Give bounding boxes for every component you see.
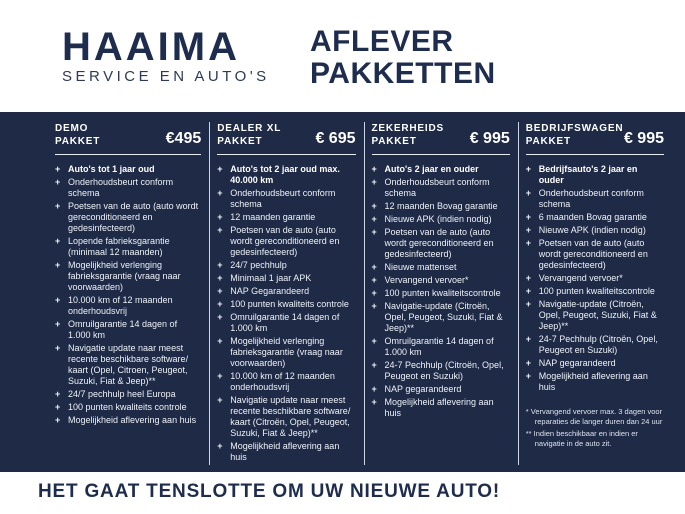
list-item-text: Mogelijkheid aflevering aan huis <box>538 371 648 392</box>
package-feature-list <box>217 164 355 463</box>
plus-bullet-icon: + <box>525 286 532 296</box>
plus-bullet-icon: + <box>371 177 377 187</box>
list-item-text: 6 maanden Bovag garantie <box>538 212 647 222</box>
plus-bullet-icon: + <box>217 212 223 222</box>
plus-bullet-icon: + <box>371 360 377 370</box>
plus-bullet-icon: + <box>217 164 223 174</box>
plus-bullet-icon: + <box>525 212 532 222</box>
list-item <box>526 358 664 369</box>
list-item-text: Vervangend vervoer* <box>384 275 469 285</box>
package-feature-list <box>55 164 201 426</box>
list-item <box>217 441 355 463</box>
package-price: € 695 <box>315 130 356 147</box>
plus-bullet-icon: + <box>55 260 61 270</box>
list-item-text: 100 punten kwaliteitscontrole <box>538 286 655 296</box>
plus-bullet-icon: + <box>525 164 532 174</box>
page-title-line2: PAKKETTEN <box>310 57 496 90</box>
list-item-text: 10.000 km of 12 maanden onderhoudsvrij <box>68 295 173 316</box>
plus-bullet-icon: + <box>55 319 61 329</box>
package-price: €495 <box>165 130 202 147</box>
package-name-line1: DEMO <box>55 123 89 134</box>
plus-bullet-icon: + <box>371 262 377 272</box>
plus-bullet-icon: + <box>371 397 377 407</box>
package-feature-list <box>372 164 510 419</box>
plus-bullet-icon: + <box>217 371 223 381</box>
list-item <box>372 288 510 299</box>
list-item-text: Omruilgarantie 14 dagen of 1.000 km <box>384 336 494 357</box>
list-item <box>372 301 510 334</box>
list-item-text: 12 maanden garantie <box>230 212 316 222</box>
packages-panel <box>0 112 685 472</box>
package-price: € 995 <box>469 130 510 147</box>
list-item <box>217 299 355 310</box>
list-item-text: Auto's 2 jaar en ouder <box>384 164 479 174</box>
plus-bullet-icon: + <box>55 177 61 187</box>
list-item <box>372 214 510 225</box>
plus-bullet-icon: + <box>525 273 532 283</box>
package-header <box>55 122 201 154</box>
list-item-text: Onderhoudsbeurt conform schema <box>384 177 490 198</box>
list-item-text: 100 punten kwaliteitscontrole <box>384 288 501 298</box>
package-column-1 <box>55 122 209 465</box>
plus-bullet-icon: + <box>371 288 377 298</box>
package-header <box>217 122 355 154</box>
list-item <box>372 227 510 260</box>
package-name-line2: PAKKET <box>525 136 571 147</box>
package-header <box>372 122 510 154</box>
list-item-text: Mogelijkheid aflevering aan huis <box>68 415 197 425</box>
package-name <box>55 122 100 148</box>
plus-bullet-icon: + <box>371 275 377 285</box>
list-item-text: Onderhoudsbeurt conform schema <box>538 188 644 209</box>
list-item <box>217 371 355 393</box>
list-item <box>372 164 510 175</box>
list-item <box>55 260 201 293</box>
package-column-4 <box>518 122 672 465</box>
list-item <box>217 212 355 223</box>
plus-bullet-icon: + <box>55 201 61 211</box>
plus-bullet-icon: + <box>217 336 223 346</box>
plus-bullet-icon: + <box>371 214 377 224</box>
package-name <box>217 122 281 148</box>
list-item-text: 10.000 km of 12 maanden onderhoudsvrij <box>230 371 335 392</box>
list-item-text: Navigatie update naar meest recente beschikbare software/ kaart (Opel, Citroen, Peugeot, Suzuki, Fiat & Jeep)** <box>68 343 189 386</box>
list-item <box>55 319 201 341</box>
list-item-text: Mogelijkheid aflevering aan huis <box>384 397 494 418</box>
plus-bullet-icon: + <box>371 301 377 311</box>
footnote-text: * Vervangend vervoer max. 3 dagen voor reparaties die langer duren dan 24 uur <box>525 407 663 426</box>
plus-bullet-icon: + <box>371 384 377 394</box>
list-item-text: Mogelijkheid verlenging fabrieksgarantie (vraag naar voorwaarden) <box>68 260 181 292</box>
list-item <box>372 360 510 382</box>
list-item-text: 12 maanden Bovag garantie <box>384 201 498 211</box>
list-item-text: Navigatie-update (Citroën, Opel, Peugeot, Suzuki, Fiat & Jeep)** <box>538 299 657 331</box>
plus-bullet-icon: + <box>525 358 532 368</box>
list-item-text: Omruilgarantie 14 dagen of 1.000 km <box>230 312 340 333</box>
list-item <box>217 260 355 271</box>
footnotes <box>526 407 664 449</box>
list-item <box>55 415 201 426</box>
list-item <box>217 188 355 210</box>
list-item <box>372 201 510 212</box>
list-item <box>55 201 201 234</box>
plus-bullet-icon: + <box>217 286 223 296</box>
plus-bullet-icon: + <box>525 238 532 248</box>
plus-bullet-icon: + <box>217 188 223 198</box>
list-item <box>217 273 355 284</box>
plus-bullet-icon: + <box>55 164 61 174</box>
list-item-text: Bedrijfsauto's 2 jaar en ouder <box>538 164 638 185</box>
list-item <box>55 295 201 317</box>
package-rule <box>526 154 664 155</box>
logo-tagline: SERVICE EN AUTO'S <box>62 68 270 85</box>
package-name-line2: PAKKET <box>217 136 263 147</box>
list-item <box>55 402 201 413</box>
list-item-text: Mogelijkheid aflevering aan huis <box>230 441 340 462</box>
package-price: € 995 <box>623 130 664 147</box>
list-item-text: 100 punten kwaliteits controle <box>68 402 187 412</box>
plus-bullet-icon: + <box>525 188 532 198</box>
plus-bullet-icon: + <box>55 415 61 425</box>
list-item <box>217 286 355 297</box>
list-item-text: Nieuwe mattenset <box>384 262 457 272</box>
package-column-2 <box>209 122 363 465</box>
list-item-text: Lopende fabrieksgarantie (minimaal 12 maanden) <box>68 236 170 257</box>
list-item-text: 24/7 pechhulp <box>230 260 287 270</box>
list-item <box>372 262 510 273</box>
list-item <box>526 371 664 393</box>
list-item <box>55 389 201 400</box>
list-item-text: Poetsen van de auto (auto wordt gereconditioneerd en gedesinfecteerd) <box>384 227 494 259</box>
list-item-text: Onderhoudsbeurt conform schema <box>230 188 336 209</box>
list-item-text: 100 punten kwaliteits controle <box>230 299 349 309</box>
list-item <box>217 164 355 186</box>
list-item-text: Auto's tot 1 jaar oud <box>68 164 155 174</box>
list-item <box>526 188 664 210</box>
package-header <box>526 122 664 154</box>
plus-bullet-icon: + <box>217 225 223 235</box>
list-item <box>55 177 201 199</box>
list-item <box>372 397 510 419</box>
list-item <box>217 395 355 439</box>
list-item-text: 24-7 Pechhulp (Citroën, Opel, Peugeot en Suzuki) <box>538 334 658 355</box>
list-item <box>526 286 664 297</box>
list-item <box>372 177 510 199</box>
list-item-text: Minimaal 1 jaar APK <box>230 273 312 283</box>
list-item <box>372 336 510 358</box>
list-item-text: Nieuwe APK (indien nodig) <box>384 214 492 224</box>
list-item-text: NAP gegarandeerd <box>384 384 462 394</box>
plus-bullet-icon: + <box>55 402 61 412</box>
package-name-line1: ZEKERHEIDS <box>371 123 444 134</box>
list-item <box>526 212 664 223</box>
list-item-text: Onderhoudsbeurt conform schema <box>68 177 174 198</box>
plus-bullet-icon: + <box>371 336 377 346</box>
footer-slogan: HET GAAT TENSLOTTE OM UW NIEUWE AUTO! <box>38 481 500 502</box>
plus-bullet-icon: + <box>217 395 223 405</box>
plus-bullet-icon: + <box>371 201 377 211</box>
list-item <box>55 343 201 387</box>
list-item <box>526 273 664 284</box>
list-item-text: 24/7 pechhulp heel Europa <box>68 389 176 399</box>
plus-bullet-icon: + <box>55 295 61 305</box>
footnote-text: ** Indien beschikbaar en indien er navigatie in de auto zit. <box>525 429 638 448</box>
package-rule <box>372 154 510 155</box>
package-name-line2: PAKKET <box>371 136 417 147</box>
list-item-text: Vervangend vervoer* <box>538 273 623 283</box>
plus-bullet-icon: + <box>55 389 61 399</box>
list-item <box>217 225 355 258</box>
plus-bullet-icon: + <box>525 334 532 344</box>
package-rule <box>217 154 355 155</box>
list-item <box>55 164 201 175</box>
package-rule <box>55 154 201 155</box>
list-item-text: Mogelijkheid verlenging fabrieksgarantie (vraag naar voorwaarden) <box>230 336 343 368</box>
package-column-3 <box>364 122 518 465</box>
list-item-text: Omruilgarantie 14 dagen of 1.000 km <box>68 319 178 340</box>
list-item <box>372 275 510 286</box>
logo-name: HAAIMA <box>62 25 240 69</box>
list-item-text: Nieuwe APK (indien nodig) <box>538 225 646 235</box>
package-name-line2: PAKKET <box>55 136 101 147</box>
plus-bullet-icon: + <box>55 236 61 246</box>
plus-bullet-icon: + <box>217 260 223 270</box>
plus-bullet-icon: + <box>371 164 377 174</box>
plus-bullet-icon: + <box>371 227 377 237</box>
page-title-line1: AFLEVER <box>310 25 454 58</box>
plus-bullet-icon: + <box>525 371 532 381</box>
plus-bullet-icon: + <box>525 299 532 309</box>
package-name-line1: BEDRIJFSWAGEN <box>525 123 624 134</box>
list-item-text: Navigatie-update (Citroën, Opel, Peugeot, Suzuki, Fiat & Jeep)** <box>384 301 503 333</box>
list-item-text: Navigatie update naar meest recente beschikbare software/ kaart (Citroën, Opel, Peugeot, Suzuki, Fiat & Jeep)** <box>230 395 351 438</box>
list-item-text: Auto's tot 2 jaar oud max. 40.000 km <box>230 164 340 185</box>
plus-bullet-icon: + <box>55 343 61 353</box>
list-item <box>217 336 355 369</box>
list-item <box>55 236 201 258</box>
package-name <box>372 122 444 148</box>
list-item <box>526 334 664 356</box>
list-item-text: NAP Gegarandeerd <box>230 286 310 296</box>
plus-bullet-icon: + <box>217 441 223 451</box>
package-name <box>526 122 624 148</box>
plus-bullet-icon: + <box>217 312 223 322</box>
package-name-line1: DEALER XL <box>217 123 282 134</box>
list-item-text: NAP gegarandeerd <box>538 358 616 368</box>
list-item <box>526 164 664 186</box>
packages-grid <box>55 122 672 462</box>
list-item <box>526 225 664 236</box>
list-item-text: Poetsen van de auto (auto wordt gereconditioneerd en gedesinfecteerd) <box>538 238 648 270</box>
list-item-text: Poetsen van de auto (auto wordt gereconditioneerd en gedesinfecteerd) <box>68 201 199 233</box>
plus-bullet-icon: + <box>217 273 223 283</box>
list-item <box>217 312 355 334</box>
plus-bullet-icon: + <box>217 299 223 309</box>
list-item <box>526 238 664 271</box>
company-logo <box>62 26 270 85</box>
plus-bullet-icon: + <box>525 225 532 235</box>
list-item <box>526 299 664 332</box>
package-feature-list <box>526 164 664 393</box>
list-item <box>372 384 510 395</box>
page-title <box>310 26 496 90</box>
list-item-text: Poetsen van de auto (auto wordt gereconditioneerd en gedesinfecteerd) <box>230 225 340 257</box>
list-item-text: 24-7 Pechhulp (Citroën, Opel, Peugeot en Suzuki) <box>384 360 504 381</box>
